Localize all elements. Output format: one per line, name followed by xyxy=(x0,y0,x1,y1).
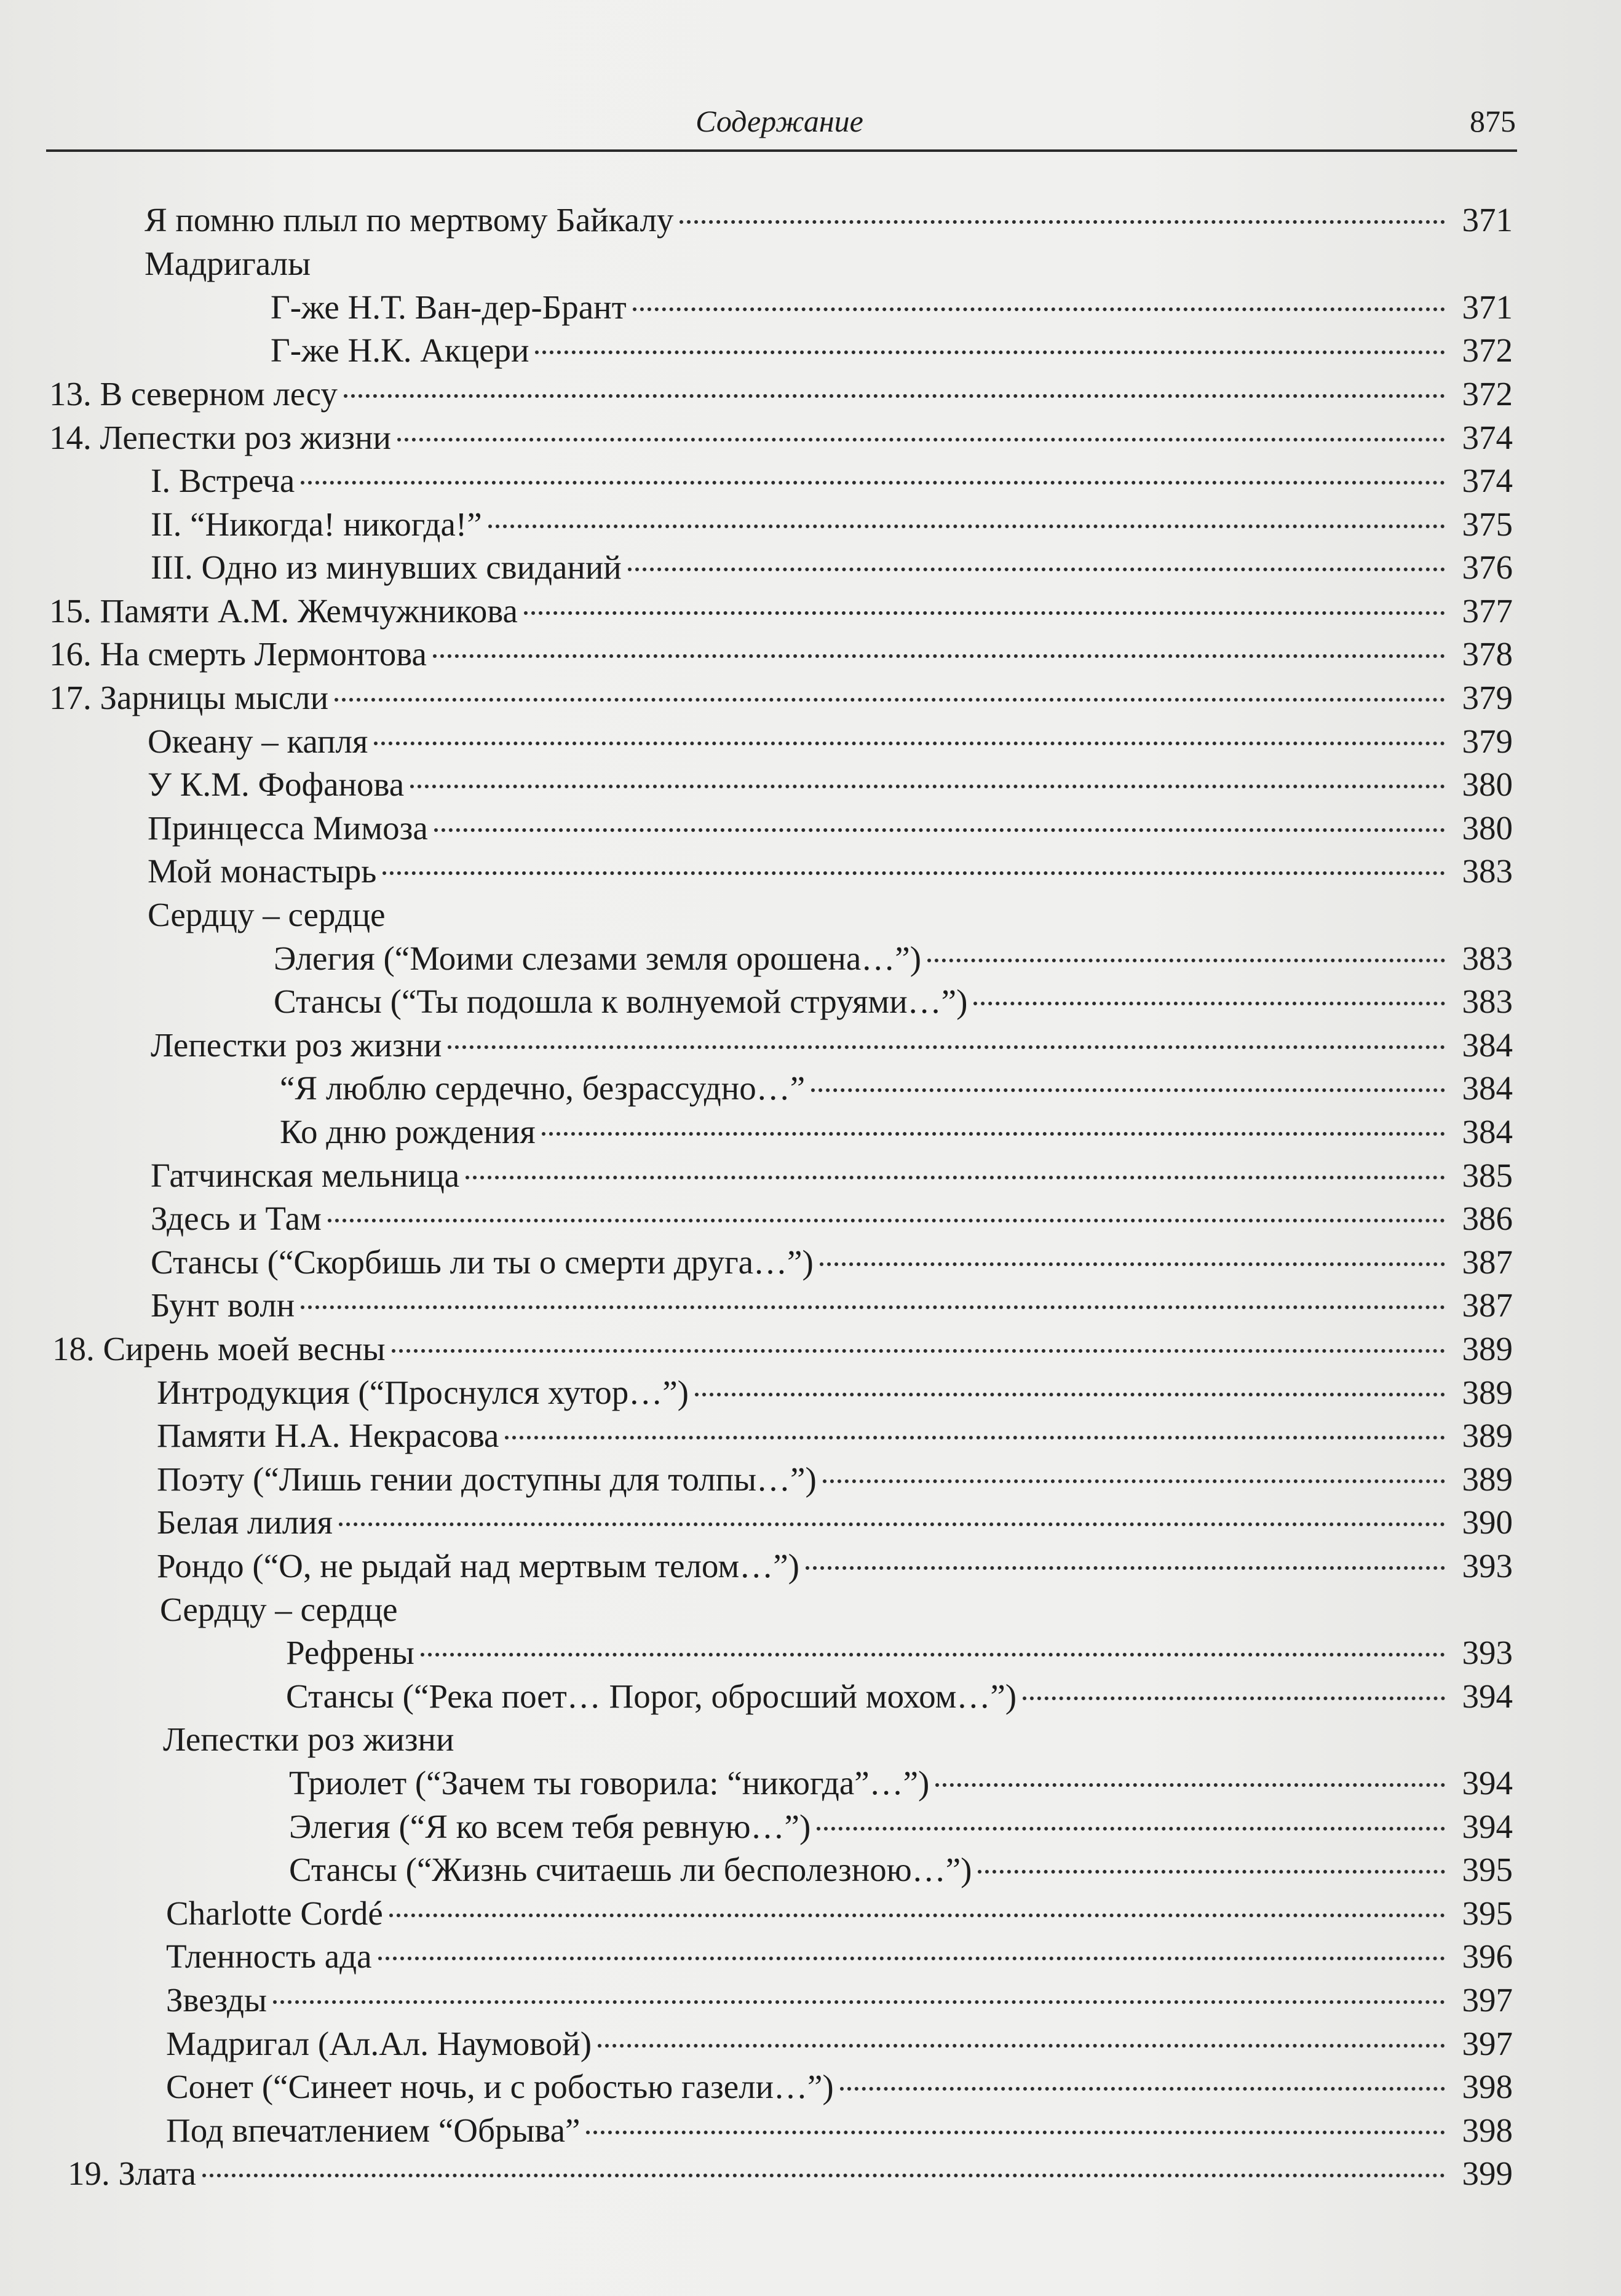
toc-entry-title: 16. На смерть Лермонтова xyxy=(49,635,427,673)
toc-entry-title: 18. Сирень моей весны xyxy=(52,1330,386,1368)
toc-entry xyxy=(274,980,1513,1023)
toc-entry xyxy=(145,199,1513,242)
dot-leader xyxy=(397,438,1445,441)
toc-entry-page: 383 xyxy=(1462,940,1513,977)
toc-entry-title: 15. Памяти А.М. Жемчужникова xyxy=(49,592,518,630)
toc-entry-title: Charlotte Cordé xyxy=(166,1894,383,1932)
toc-entry-title: III. Одно из минувших свиданий xyxy=(151,548,622,586)
toc-entry-page: 379 xyxy=(1462,679,1513,716)
toc-entry-page: 390 xyxy=(1462,1503,1513,1541)
toc-entry xyxy=(166,2109,1513,2152)
toc-entry-page: 398 xyxy=(1462,2112,1513,2149)
toc-entry-title: Стансы (“Скорбишь ли ты о смерти друга…”) xyxy=(151,1243,814,1281)
toc-entry xyxy=(271,329,1513,372)
toc-entry xyxy=(289,1762,1513,1805)
toc-entry xyxy=(49,633,1513,676)
dot-leader xyxy=(466,1176,1445,1179)
toc-entry-title: 17. Зарницы мысли xyxy=(49,679,329,716)
toc-entry-page: 374 xyxy=(1462,462,1513,499)
toc-entry xyxy=(49,416,1513,459)
toc-entry xyxy=(49,590,1513,633)
toc-entry-page: 399 xyxy=(1462,2155,1513,2192)
dot-leader xyxy=(421,1653,1445,1657)
toc-entry xyxy=(151,459,1513,502)
dot-leader xyxy=(488,525,1445,528)
dot-leader xyxy=(434,828,1445,832)
toc-entry-title: II. “Никогда! никогда!” xyxy=(151,505,482,543)
toc-entry-title: 19. Злата xyxy=(68,2155,196,2192)
toc-entry-title: Стансы (“Река поет… Порог, обросший мохом…”) xyxy=(286,1677,1017,1715)
dot-leader xyxy=(328,1219,1445,1222)
toc-entry-title: Лепестки роз жизни xyxy=(163,1720,454,1758)
toc-entry xyxy=(148,850,1513,893)
page-number: 875 xyxy=(1470,104,1516,138)
toc-entry-title: Принцесса Мимоза xyxy=(148,809,428,847)
toc-entry-page: 393 xyxy=(1462,1634,1513,1671)
toc-entry-title: “Я люблю сердечно, безрассудно…” xyxy=(280,1069,806,1107)
toc-entry-page: 398 xyxy=(1462,2068,1513,2105)
toc-entry-page: 389 xyxy=(1462,1460,1513,1498)
toc-entry-page: 378 xyxy=(1462,635,1513,673)
toc-entry xyxy=(274,937,1513,980)
toc-entry-page: 393 xyxy=(1462,1547,1513,1585)
toc-entry-page: 394 xyxy=(1462,1808,1513,1845)
dot-leader xyxy=(680,220,1445,224)
toc-entry-title: Мадригалы xyxy=(145,245,311,282)
dot-leader xyxy=(820,1262,1445,1266)
dot-leader xyxy=(1023,1696,1445,1700)
toc-section-label xyxy=(163,1718,454,1761)
toc-entry-title: Триолет (“Зачем ты говорила: “никогда”…”) xyxy=(289,1764,930,1802)
toc-entry-page: 389 xyxy=(1462,1330,1513,1368)
toc-entry-page: 384 xyxy=(1462,1069,1513,1107)
toc-entry-title: Сердцу – сердце xyxy=(148,896,386,933)
toc-entry-page: 396 xyxy=(1462,1938,1513,1975)
toc-entry xyxy=(151,1154,1513,1197)
dot-leader xyxy=(448,1045,1445,1049)
toc-entry-title: Стансы (“Ты подошла к волнуемой струями…”) xyxy=(274,983,968,1020)
toc-entry xyxy=(151,1284,1513,1327)
toc-entry-page: 372 xyxy=(1462,375,1513,413)
toc-entry-title: Мадригал (Ал.Ал. Наумовой) xyxy=(166,2025,592,2062)
toc-entry-title: Здесь и Там xyxy=(151,1200,322,1237)
dot-leader xyxy=(586,2131,1445,2134)
toc-entry-title: Бунт волн xyxy=(151,1286,295,1324)
toc-entry-title: Сердцу – сердце xyxy=(160,1591,398,1628)
dot-leader xyxy=(389,1914,1445,1917)
dot-leader xyxy=(935,1783,1445,1787)
toc-entry xyxy=(148,763,1513,806)
toc-entry xyxy=(289,1805,1513,1848)
dot-leader xyxy=(840,2087,1445,2091)
toc-entry-page: 389 xyxy=(1462,1417,1513,1454)
toc-section-label xyxy=(145,242,311,285)
toc-entry-page: 375 xyxy=(1462,505,1513,543)
running-title: Содержание xyxy=(696,104,863,138)
toc-entry-title: Океану – капля xyxy=(148,722,368,760)
toc-entry-page: 372 xyxy=(1462,331,1513,369)
toc-entry xyxy=(166,2065,1513,2108)
dot-leader xyxy=(378,1957,1445,1960)
dot-leader xyxy=(633,307,1445,311)
toc-entry-page: 397 xyxy=(1462,2025,1513,2062)
toc-entry xyxy=(151,1024,1513,1067)
toc-entry xyxy=(49,676,1513,719)
dot-leader xyxy=(806,1566,1445,1570)
toc-entry-title: Стансы (“Жизнь считаешь ли бесполезною…”) xyxy=(289,1851,972,1888)
toc-entry xyxy=(157,1458,1513,1501)
toc-entry-page: 384 xyxy=(1462,1026,1513,1064)
toc-entry-page: 371 xyxy=(1462,201,1513,239)
toc-entry xyxy=(286,1675,1513,1718)
toc-entry xyxy=(157,1371,1513,1414)
toc-entry-title: Звезды xyxy=(166,1981,267,2019)
dot-leader xyxy=(823,1479,1445,1483)
toc-entry-page: 380 xyxy=(1462,766,1513,803)
toc-entry-title: Памяти Н.А. Некрасова xyxy=(157,1417,499,1454)
toc-entry xyxy=(280,1110,1513,1154)
toc-entry-title: Элегия (“Моими слезами земля орошена…”) xyxy=(274,940,922,977)
toc-entry-title: Г-же Н.Т. Ван-дер-Брант xyxy=(271,288,627,326)
toc-entry xyxy=(157,1414,1513,1457)
toc-entry-page: 387 xyxy=(1462,1286,1513,1324)
toc-entry-title: У К.М. Фофанова xyxy=(148,766,405,803)
toc-section-label xyxy=(148,893,386,936)
toc-entry-page: 374 xyxy=(1462,419,1513,456)
toc-entry xyxy=(68,2152,1513,2195)
toc-entry xyxy=(166,1892,1513,1935)
dot-leader xyxy=(301,1305,1445,1309)
toc-entry xyxy=(271,286,1513,329)
dot-leader xyxy=(374,742,1445,745)
dot-leader xyxy=(817,1827,1445,1831)
toc-entry-page: 377 xyxy=(1462,592,1513,630)
dot-leader xyxy=(273,2000,1445,2004)
toc-entry-page: 389 xyxy=(1462,1374,1513,1411)
toc-entry-title: Тленность ада xyxy=(166,1938,372,1975)
toc-entry-title: Поэту (“Лишь гении доступны для толпы…”) xyxy=(157,1460,817,1498)
toc-entry xyxy=(151,503,1513,546)
toc-entry-page: 386 xyxy=(1462,1200,1513,1237)
toc-entry-page: 376 xyxy=(1462,548,1513,586)
toc-entry xyxy=(166,2022,1513,2065)
toc-entry xyxy=(286,1631,1513,1674)
toc-entry-title: Под впечатлением “Обрыва” xyxy=(166,2112,581,2149)
toc-entry xyxy=(151,1197,1513,1240)
toc-entry-title: Интродукция (“Проснулся хутор…”) xyxy=(157,1374,689,1411)
dot-leader xyxy=(978,1870,1445,1874)
toc-entry-title: Сонет (“Синеет ночь, и с робостью газели…”) xyxy=(166,2068,834,2105)
toc-entry-title: 14. Лепестки роз жизни xyxy=(49,419,391,456)
toc-entry-title: 13. В северном лесу xyxy=(49,375,338,413)
dot-leader xyxy=(335,698,1445,702)
toc-entry xyxy=(166,1979,1513,2022)
toc-entry-page: 394 xyxy=(1462,1764,1513,1802)
toc-entry-page: 384 xyxy=(1462,1113,1513,1150)
dot-leader xyxy=(811,1088,1445,1092)
toc-section-label xyxy=(160,1588,398,1631)
dot-leader xyxy=(535,350,1445,354)
toc-entry-title: Ко дню рождения xyxy=(280,1113,536,1150)
dot-leader xyxy=(392,1349,1445,1353)
dot-leader xyxy=(202,2174,1445,2177)
toc-entry xyxy=(157,1545,1513,1588)
dot-leader xyxy=(410,785,1445,788)
dot-leader xyxy=(695,1393,1445,1396)
toc-entry-title: Рондо (“О, не рыдай над мертвым телом…”) xyxy=(157,1547,799,1585)
toc-entry xyxy=(151,546,1513,589)
toc-entry xyxy=(166,1935,1513,1978)
toc-entry xyxy=(148,720,1513,763)
toc-entry xyxy=(289,1848,1513,1891)
toc-entry xyxy=(280,1067,1513,1110)
toc-entry-title: Рефрены xyxy=(286,1634,414,1671)
toc-entry-page: 387 xyxy=(1462,1243,1513,1281)
dot-leader xyxy=(598,2044,1445,2048)
dot-leader xyxy=(339,1522,1445,1526)
dot-leader xyxy=(344,394,1445,398)
toc-entry-page: 383 xyxy=(1462,852,1513,890)
toc-entry xyxy=(148,807,1513,850)
dot-leader xyxy=(382,871,1445,875)
dot-leader xyxy=(524,611,1445,615)
dot-leader xyxy=(301,481,1445,485)
toc-entry-page: 397 xyxy=(1462,1981,1513,2019)
toc-entry-page: 371 xyxy=(1462,288,1513,326)
toc-entry xyxy=(151,1241,1513,1284)
toc-entry-title: Мой монастырь xyxy=(148,852,377,890)
dot-leader xyxy=(973,1002,1445,1005)
toc-entry-title: Лепестки роз жизни xyxy=(151,1026,442,1064)
toc-entry-title: Гатчинская мельница xyxy=(151,1157,460,1194)
toc-entry-page: 383 xyxy=(1462,983,1513,1020)
toc-entry-page: 379 xyxy=(1462,722,1513,760)
dot-leader xyxy=(927,959,1445,962)
toc-entry-title: Элегия (“Я ко всем тебя ревную…”) xyxy=(289,1808,811,1845)
toc-entry xyxy=(52,1328,1513,1371)
toc-entry-page: 394 xyxy=(1462,1677,1513,1715)
toc-entry xyxy=(157,1501,1513,1544)
toc-entry-page: 385 xyxy=(1462,1157,1513,1194)
toc-entry-title: Белая лилия xyxy=(157,1503,333,1541)
toc-entry-page: 395 xyxy=(1462,1894,1513,1932)
toc-entry-page: 395 xyxy=(1462,1851,1513,1888)
toc-entry-title: Я помню плыл по мертвому Байкалу xyxy=(145,201,674,239)
toc-entry-title: Г-же Н.К. Акцери xyxy=(271,331,529,369)
toc-entry-page: 380 xyxy=(1462,809,1513,847)
toc-entry-title: I. Встреча xyxy=(151,462,295,499)
dot-leader xyxy=(433,654,1445,658)
toc-entry xyxy=(49,373,1513,416)
dot-leader xyxy=(505,1436,1445,1439)
dot-leader xyxy=(628,568,1445,571)
dot-leader xyxy=(542,1132,1445,1136)
